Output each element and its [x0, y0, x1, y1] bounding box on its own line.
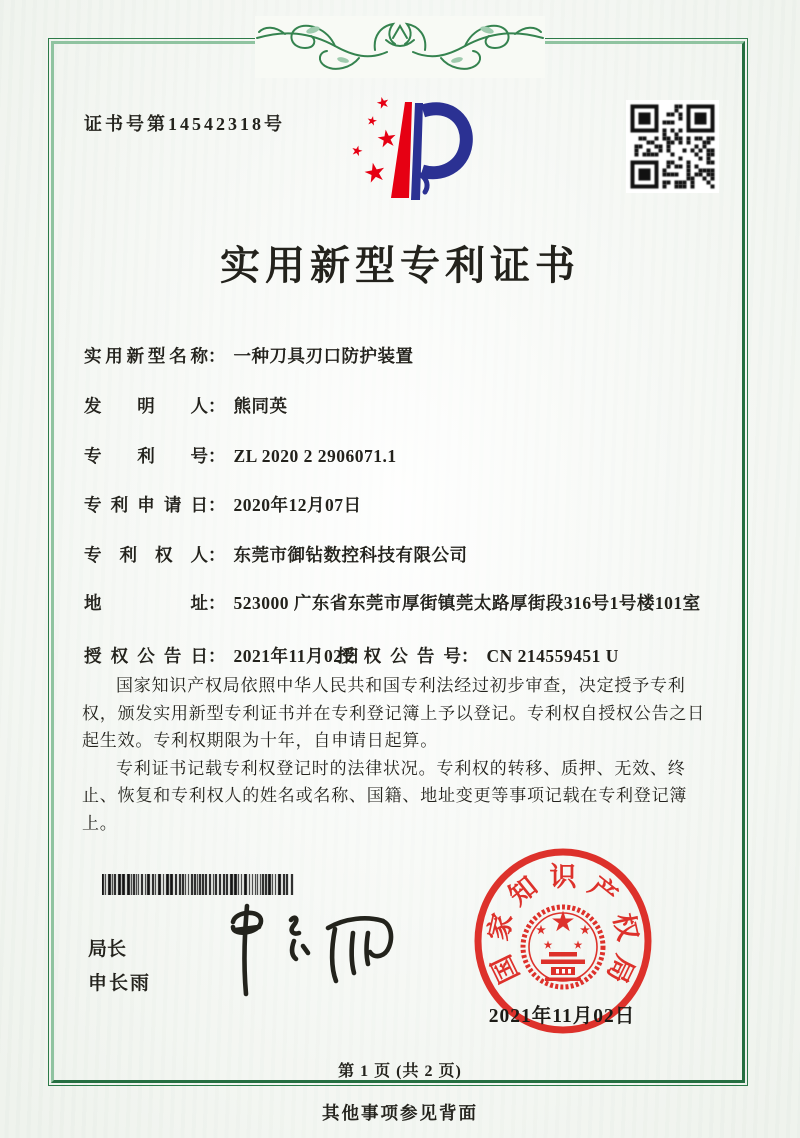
certificate-title: 实用新型专利证书 [220, 243, 580, 288]
back-side-note: 其他事项参见背面 [322, 1103, 478, 1123]
officer-name: 申长雨 [88, 973, 152, 994]
seal-date: 2021年11月02日 [488, 1006, 636, 1027]
officer-title: 局长 [88, 939, 127, 960]
field-value: 熊同英 [233, 396, 288, 416]
legal-text [82, 672, 720, 837]
field-label: 专利申请日 [84, 495, 208, 515]
field-value: 2020年12月07日 [233, 495, 362, 515]
field-row-filing-date: 专利申请日： 2020年12月07日 [84, 492, 724, 519]
legal-paragraph: 专利证书记载专利权登记时的法律状况。专利权的转移、质押、无效、终止、恢复和专利权人的姓名或名称、国籍、地址变更等事项记载在专利登记簿上。 [82, 758, 688, 833]
svg-text:知: 知 [503, 870, 543, 912]
field-label: 授权公告号 [337, 646, 461, 666]
field-row-inventor: 发明人： 熊同英 [84, 393, 724, 420]
svg-text:权: 权 [607, 910, 644, 944]
field-label: 实用新型名称 [84, 346, 208, 366]
field-value: ZL 2020 2 2906071.1 [233, 446, 397, 466]
field-value: 一种刀具刃口防护装置 [233, 346, 414, 366]
field-label: 地址 [84, 593, 208, 613]
svg-text:国: 国 [486, 950, 525, 988]
barcode [102, 874, 294, 895]
svg-text:家: 家 [482, 910, 519, 944]
field-label: 授权公告日 [84, 646, 208, 666]
field-value: 523000 广东省东莞市厚街镇莞太路厚街段316号1号楼101室 [233, 593, 701, 613]
cnipa-logo-icon [336, 88, 506, 216]
page-number: 第 1 页 (共 2 页) [338, 1063, 462, 1080]
top-ornament-icon [255, 16, 545, 78]
field-value: 2021年11月02日 [233, 646, 361, 666]
signature-icon [195, 896, 410, 1004]
field-row-patentee: 专利权人： 东莞市御钻数控科技有限公司 [84, 542, 724, 569]
field-row-address: 地址： 523000 广东省东莞市厚街镇莞太路厚街段316号1号楼101室 [84, 590, 724, 617]
field-grant-number: 授权公告号： CN 214559451 U [337, 643, 619, 670]
field-label: 发明人 [84, 396, 208, 416]
svg-text:产: 产 [583, 870, 623, 912]
field-label: 专利号 [84, 446, 208, 466]
certificate-number: 证书号第14542318号 [84, 114, 285, 134]
svg-text:局: 局 [601, 950, 640, 988]
svg-text:识: 识 [549, 862, 577, 892]
field-value: CN 214559451 U [486, 646, 619, 666]
qr-code [626, 100, 719, 193]
field-row-grant: 授权公告日： 2021年11月02日 授权公告号： CN 214559451 U [84, 643, 724, 670]
legal-paragraph: 国家知识产权局依照中华人民共和国专利法经过初步审查，决定授予专利权，颁发实用新型专利证书并在专利登记簿上予以登记。专利权自授权公告之日起生效。专利权期限为十年，自申请日起算。 [82, 676, 705, 750]
field-value: 东莞市御钻数控科技有限公司 [233, 545, 468, 565]
field-row-patent-number: 专利号： ZL 2020 2 2906071.1 [84, 443, 724, 470]
field-label: 专利权人 [84, 545, 208, 565]
field-row-name: 实用新型名称： 一种刀具刃口防护装置 [84, 343, 724, 370]
